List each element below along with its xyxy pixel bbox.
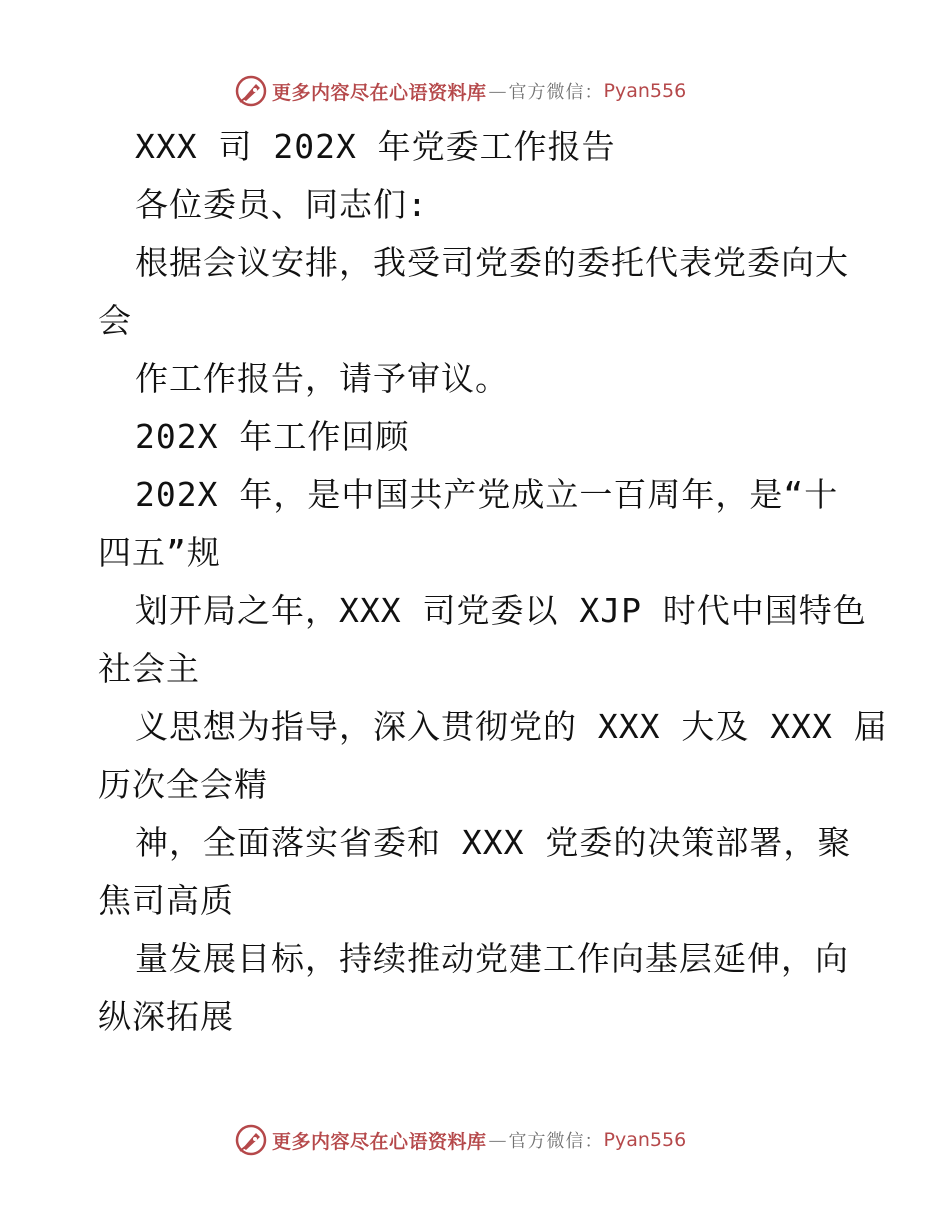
document-body [98, 118, 898, 1046]
text-line: 神，全面落实省委和 XXX 党委的决策部署，聚 [135, 823, 852, 862]
text-line: 四五”规 [98, 533, 221, 572]
banner-label-text: 官方微信： [508, 1131, 604, 1152]
text-line: 纵深拓展 [98, 997, 234, 1036]
banner-handle-text: Pyan556 [603, 1129, 687, 1151]
banner-label-text: 官方微信： [508, 82, 604, 103]
text-line: 义思想为指导，深入贯彻党的 XXX 大及 XXX 届 [135, 707, 888, 746]
text-line: 各位委员、同志们: [135, 185, 428, 224]
text-line: 202X 年，是中国共产党成立一百周年，是“十 [135, 475, 839, 514]
text-line: 202X 年工作回顾 [135, 417, 410, 456]
header-watermark-banner [234, 73, 714, 109]
text-line: XXX 司 202X 年党委工作报告 [135, 127, 616, 166]
footer-watermark-banner [234, 1122, 714, 1158]
text-line: 会 [98, 301, 132, 340]
text-line: 划开局之年，XXX 司党委以 XJP 时代中国特色 [135, 591, 867, 630]
banner-lead-text: 更多内容尽在心语资料库 [272, 81, 487, 104]
banner-handle-text: Pyan556 [603, 80, 687, 102]
text-line: 根据会议安排，我受司党委的委托代表党委向大 [135, 243, 849, 282]
pen-nib-logo-icon [234, 1123, 268, 1157]
pen-nib-logo-icon [234, 74, 268, 108]
text-line: 量发展目标，持续推动党建工作向基层延伸，向 [135, 939, 849, 978]
text-line: 历次全会精 [98, 765, 268, 804]
banner-lead-text: 更多内容尽在心语资料库 [272, 1130, 487, 1153]
text-line: 社会主 [98, 649, 200, 688]
text-line: 焦司高质 [98, 881, 234, 920]
banner-dash: — [488, 80, 507, 102]
text-line: 作工作报告，请予审议。 [135, 359, 509, 398]
banner-dash: — [488, 1129, 507, 1151]
